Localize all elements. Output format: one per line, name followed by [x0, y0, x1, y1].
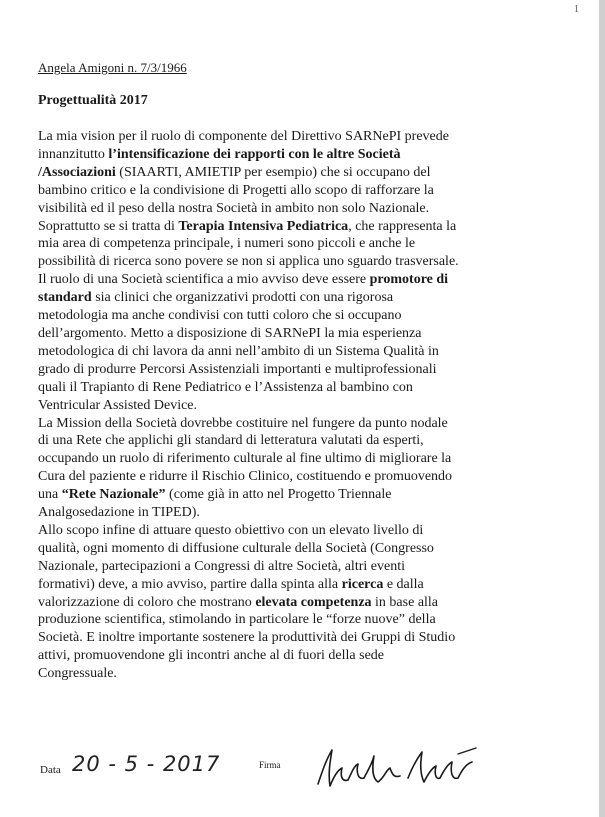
- text-segment: quali il Trapianto di Rene Pediatrico e l’Assistenza al bambino con: [38, 379, 413, 395]
- text-line: [38, 540, 583, 558]
- text-segment: (SIAARTI, AMIETIP per esempio) che si occupano del: [115, 164, 431, 180]
- bold-phrase: promotore di: [369, 272, 449, 288]
- text-line: [38, 218, 583, 236]
- handwritten-signature: [308, 742, 483, 792]
- text-segment: Analgosedazione in TIPED).: [38, 505, 200, 521]
- text-segment: sia clinici che organizzativi prodotti con una rigorosa: [91, 290, 394, 306]
- text-line: [38, 522, 583, 540]
- text-line: [38, 235, 583, 253]
- text-line: [38, 343, 583, 361]
- text-line: [38, 200, 583, 218]
- text-line: [38, 146, 583, 164]
- author-line: Angela Amigoni n. 7/3/1966: [38, 60, 187, 75]
- text-segment: grado di produrre Percorsi Assistenziali importanti e multiprofessionali: [38, 361, 437, 377]
- text-line: [38, 504, 583, 522]
- text-segment: Nazionale, partecipazioni a Congressi di altre Società, altri eventi: [38, 558, 405, 574]
- text-line: [38, 432, 583, 450]
- text-line: [38, 450, 583, 468]
- text-line: [38, 397, 583, 415]
- body-text: [38, 128, 583, 683]
- date-handwritten: 20 - 5 - 2017: [72, 752, 221, 776]
- text-segment: La Mission della Società dovrebbe costituire nel fungere da punto nodale: [38, 415, 448, 431]
- bold-phrase: l’intensificazione dei rapporti con le altre Società: [108, 146, 401, 162]
- text-segment: metodologica di chi lavora da anni nell’ambito di un Sistema Qualità in: [38, 343, 439, 359]
- text-line: [38, 647, 583, 665]
- text-segment: valorizzazione di coloro che mostrano: [38, 594, 256, 610]
- text-segment: bambino critico e la condivisione di Progetti allo scopo di rafforzare la: [38, 182, 434, 198]
- text-line: [38, 253, 583, 271]
- text-segment: Cura del paziente e ridurre il Rischio Clinico, costituendo e promuovendo: [38, 469, 453, 485]
- text-segment: , che rappresenta la: [348, 218, 457, 234]
- text-line: [38, 594, 583, 612]
- document-title: Progettualità 2017: [38, 93, 148, 108]
- text-segment: metodologia ma anche condivisi con tutti coloro che si occupano: [38, 308, 402, 324]
- bold-phrase: /Associazioni: [38, 164, 116, 180]
- signature-row: [38, 750, 583, 800]
- text-segment: Il ruolo di una Società scientifica a mio avviso deve essere: [38, 272, 370, 288]
- text-segment: (come già in atto nel Progetto Triennale: [165, 487, 392, 503]
- text-line: [38, 379, 583, 397]
- text-segment: visibilità ed il peso della nostra Società in ambito non solo Nazionale.: [38, 200, 430, 216]
- text-line: [38, 468, 583, 486]
- text-line: [38, 415, 583, 433]
- text-line: [38, 576, 583, 594]
- text-line: [38, 665, 583, 683]
- bold-phrase: “Rete Nazionale”: [61, 487, 166, 503]
- text-segment: una: [38, 487, 62, 503]
- text-line: [38, 361, 583, 379]
- text-segment: mia area di competenza principale, i numeri sono piccoli e anche le: [38, 236, 416, 252]
- text-line: [38, 307, 583, 325]
- text-line: [38, 271, 583, 289]
- text-segment: Soprattutto se si tratta di: [38, 218, 179, 234]
- text-line: [38, 486, 583, 504]
- bold-phrase: standard: [38, 290, 92, 306]
- text-segment: di una Rete che applichi gli standard di letteratura valutati da esperti,: [38, 433, 424, 449]
- text-line: [38, 182, 583, 200]
- text-line: [38, 164, 583, 182]
- text-segment: dell’argomento. Metto a disposizione di SARNePI la mia esperienza: [38, 325, 422, 341]
- text-line: [38, 325, 583, 343]
- page-edge-shadow: [599, 0, 605, 817]
- bold-phrase: ricerca: [341, 576, 384, 592]
- text-segment: occupando un ruolo di riferimento culturale al fine ultimo di migliorare la: [38, 451, 452, 467]
- text-segment: qualità, ogni momento di diffusione culturale della Società (Congresso: [38, 540, 434, 556]
- text-segment: Società. E inoltre importante sostenere la produttività dei Gruppi di Studio: [38, 630, 456, 646]
- text-segment: possibilità di ricerca sono povere se non si applica uno sguardo trasversale.: [38, 254, 459, 270]
- text-segment: formativi) deve, a mio avviso, partire dalla spinta alla: [38, 576, 342, 592]
- text-segment: e dalla: [383, 576, 424, 592]
- text-segment: Allo scopo infine di attuare questo obiettivo con un elevato livello di: [38, 522, 424, 538]
- text-segment: Ventricular Assisted Device.: [38, 397, 198, 413]
- text-line: [38, 611, 583, 629]
- text-segment: innanzitutto: [38, 146, 109, 162]
- text-line: [38, 558, 583, 576]
- text-line: [38, 629, 583, 647]
- signature-label: Firma: [259, 760, 281, 770]
- text-segment: produzione scientifica, stimolando in particolare le “forze nuove” della: [38, 612, 436, 628]
- bold-phrase: Terapia Intensiva Pediatrica: [178, 218, 349, 234]
- text-segment: attivi, promuovendone gli incontri anche al di fuori della sede: [38, 648, 385, 664]
- text-segment: La mia vision per il ruolo di componente del Direttivo SARNePI prevede: [38, 129, 449, 144]
- text-segment: Congressuale.: [38, 666, 117, 682]
- date-label: Data: [40, 764, 61, 776]
- corner-mark: 1: [574, 4, 579, 15]
- bold-phrase: elevata competenza: [255, 594, 372, 610]
- text-line: [38, 128, 583, 146]
- text-segment: in base alla: [371, 594, 439, 610]
- text-line: [38, 289, 583, 307]
